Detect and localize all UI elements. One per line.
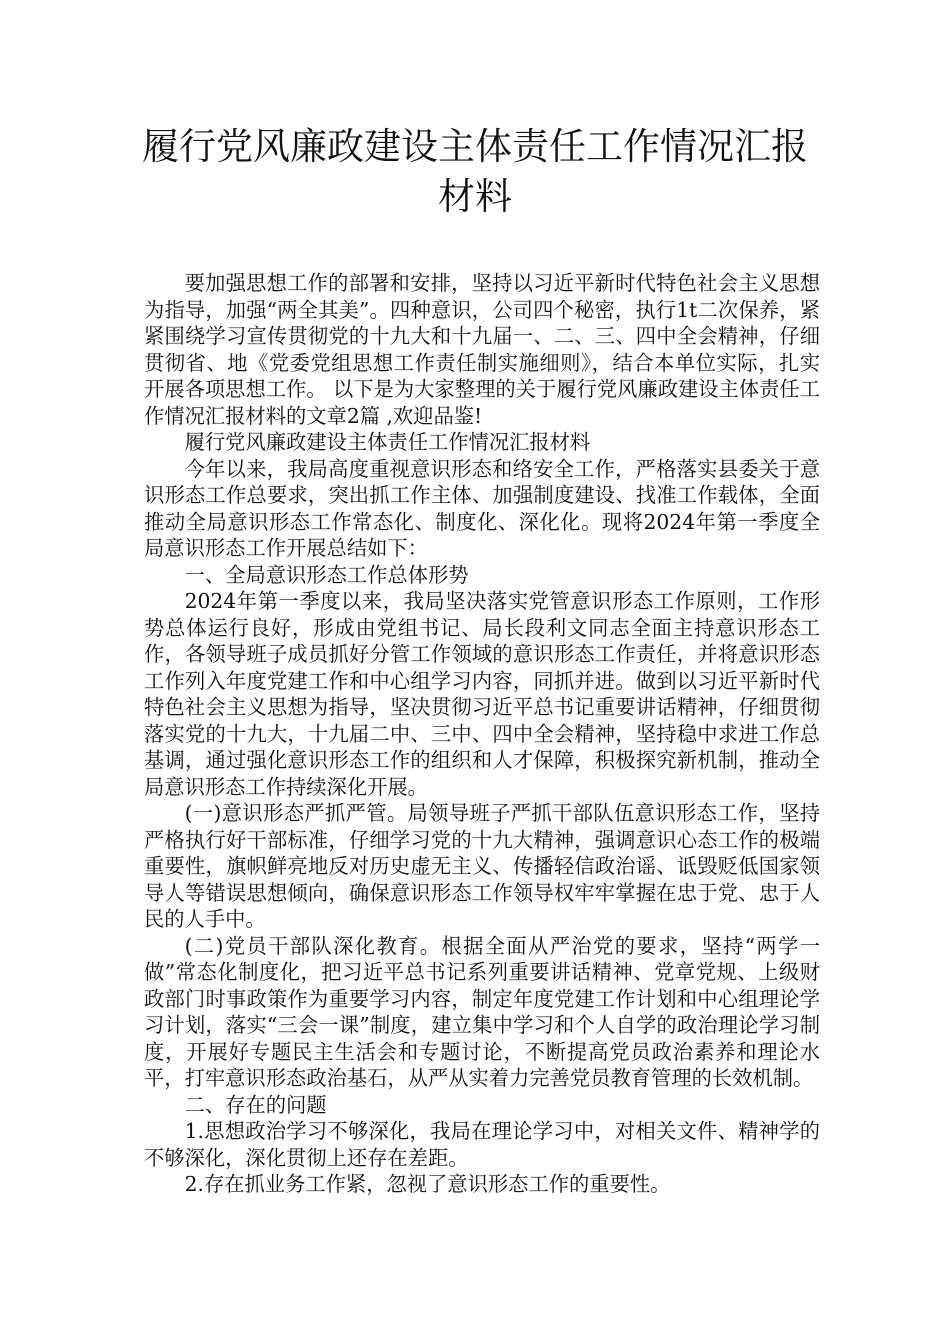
section-heading-2: 二、存在的问题: [184, 1092, 327, 1117]
problem-item-2: 2.存在抓业务工作紧，忽视了意识形态工作的重要性。: [184, 1172, 671, 1196]
section-heading-1: 一、全局意识形态工作总体形势: [184, 562, 469, 587]
summary-paragraph: 今年以来，我局高度重视意识形态和络安全工作，严格落实县委关于意识形态工作总要求，突出抓工作主体、加强制度建设、找准工作载体，全面推动全局意识形态工作常态化、制度化、深化化。现将2024年第一季度全局意识形态工作开展总结如下：: [144, 456, 820, 560]
subtitle-paragraph: 履行党风廉政建设主体责任工作情况汇报材料: [184, 430, 591, 454]
document-title: 履行党风廉政建设主体责任工作情况汇报材料: [142, 125, 808, 218]
problem-item-1: 1.思想政治学习不够深化，我局在理论学习中，对相关文件、精神学的不够深化，深化贯彻上还存在差距。: [144, 1119, 820, 1170]
subsection-paragraph-1: (一)意识形态严抓严管。局领导班子严抓干部队伍意识形态工作，坚持严格执行好干部标准，仔细学习党的十九大精神，强调意识心态工作的极端重要性，旗帜鲜亮地反对历史虚无主义、传播轻信政治谣、诋毁贬低国家领导人等错误思想倾向，确保意识形态工作领导权牢牢掌握在忠于党、忠于人民的人手中。: [144, 801, 820, 931]
overview-paragraph: 2024年第一季度以来，我局坚决落实党管意识形态工作原则，工作形势总体运行良好，形成由党组书记、局长段利文同志全面主持意识形态工作，各领导班子成员抓好分管工作领域的意识形态工作责任，并将意识形态工作列入年度党建工作和中心组学习内容，同抓并进。做到以习近平新时代特色社会主义思想为指导，坚决贯彻习近平总书记重要讲话精神，仔细贯彻落实党的十九大，十九届二中、三中、四中全会精神，坚持稳中求进工作总基调，通过强化意识形态工作的组织和人才保障，积极探究新机制，推动全局意识形态工作持续深化开展。: [144, 589, 820, 799]
document-body: [144, 270, 820, 1198]
subsection-paragraph-2: (二)党员干部队深化教育。根据全面从严治党的要求，坚持“两学一做”常态化制度化，把习近平总书记系列重要讲话精神、党章党规、上级财政部门时事政策作为重要学习内容，制定年度党建工作计划和中心组理论学习计划，落实“三会一课”制度，建立集中学习和个人自学的政治理论学习制度，开展好专题民主生活会和专题讨论，不断提高党员政治素养和理论水平，打牢意识形态政治基石，从严从实着力完善党员教育管理的长效机制。: [144, 933, 820, 1090]
intro-paragraph: 要加强思想工作的部署和安排，坚持以习近平新时代特色社会主义思想为指导，加强“两全其美”。四种意识，公司四个秘密，执行1t二次保养，紧紧围绕学习宣传贯彻党的十九大和十九届一、二、三、四中全会精神，仔细贯彻省、地《党委党组思想工作责任制实施细则》，结合本单位实际，扎实开展各项思想工作。 以下是为大家整理的关于履行党风廉政建设主体责任工作情况汇报材料的文章2篇 ,欢迎品鉴!: [144, 271, 820, 428]
